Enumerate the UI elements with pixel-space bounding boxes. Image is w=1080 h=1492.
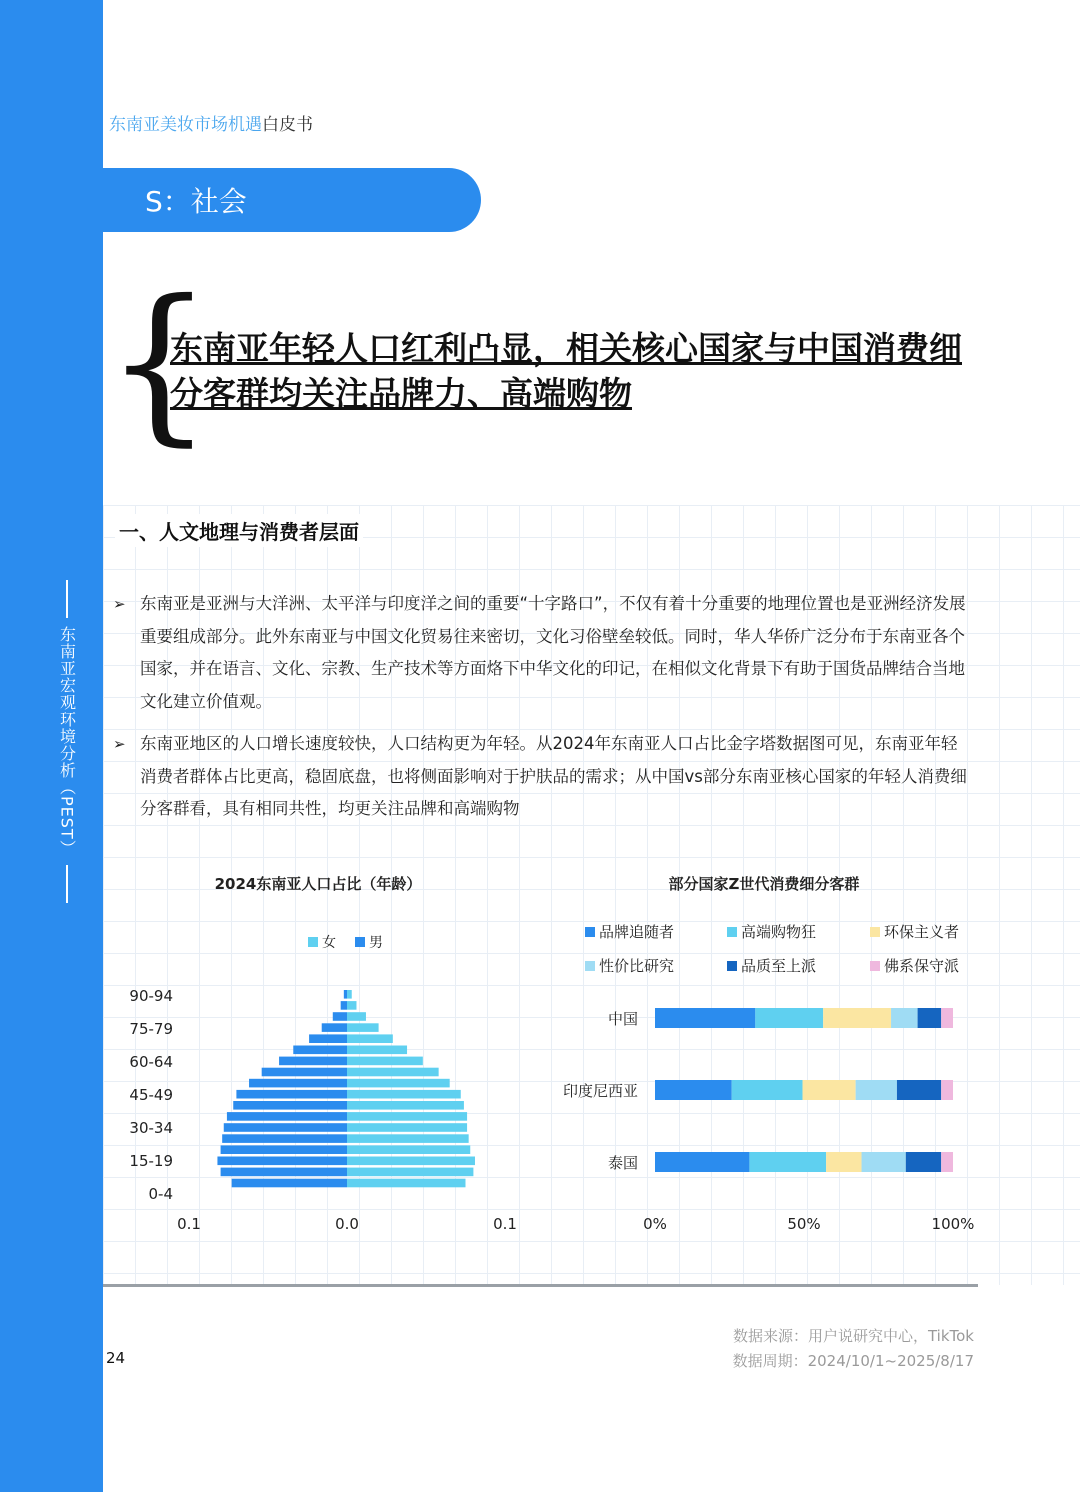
pyramid-bar-female [347, 1123, 467, 1132]
legend-label: 品质至上派 [741, 957, 817, 975]
vertical-divider-bottom [66, 865, 68, 903]
legend-swatch-female [308, 937, 318, 947]
y-tick-label: 45-49 [129, 1086, 173, 1104]
data-period-line: 数据周期：2024/10/1~2025/8/17 [732, 1352, 974, 1370]
pyramid-bar-female [347, 1112, 467, 1121]
segment-bar [732, 1080, 803, 1100]
pyramid-bar-male [221, 1168, 347, 1177]
pyramid-title: 2024东南亚人口占比（年龄） [214, 875, 422, 893]
legend-label-male: 男 [369, 935, 383, 951]
pyramid-bar-male [293, 1046, 347, 1055]
pyramid-bar-male [309, 1034, 347, 1043]
segment-bar [941, 1008, 953, 1028]
pyramid-bar-female [347, 1168, 473, 1177]
pyramid-bar-male [322, 1023, 347, 1032]
vertical-divider-top [66, 580, 68, 618]
x-tick-label: 0.1 [177, 1215, 201, 1233]
sub-heading: 一、人文地理与消费者层面 [115, 514, 363, 547]
category-label: 泰国 [607, 1154, 638, 1172]
legend-label: 环保主义者 [884, 923, 960, 941]
y-tick-label: 75-79 [129, 1020, 173, 1038]
x-tick-label: 100% [931, 1215, 975, 1233]
pyramid-bar-female [347, 1001, 356, 1010]
arrow-bullet-icon: ➢ [113, 595, 126, 613]
brace-decoration: { [105, 264, 214, 462]
pyramid-bar-female [347, 1157, 475, 1166]
pyramid-bar-male [217, 1157, 347, 1166]
pyramid-bar-male [279, 1057, 347, 1066]
pyramid-bar-male [222, 1134, 347, 1143]
segment-bar [655, 1080, 732, 1100]
pyramid-bar-male [221, 1145, 347, 1154]
segment-bar [897, 1080, 941, 1100]
pyramid-bar-male [262, 1068, 347, 1077]
bullet-item [113, 728, 973, 826]
population-pyramid-chart [103, 860, 573, 1245]
pyramid-bar-male [227, 1112, 347, 1121]
y-tick-label: 15-19 [129, 1152, 173, 1170]
segment-bar [862, 1152, 906, 1172]
x-tick-label: 0.0 [335, 1215, 359, 1233]
document-title [109, 110, 313, 135]
bottom-divider [103, 1284, 978, 1287]
page-number: 24 [106, 1349, 126, 1367]
segment-bar [856, 1080, 897, 1100]
legend-swatch [585, 927, 595, 937]
pyramid-bar-male [236, 1090, 347, 1099]
legend-swatch [870, 961, 880, 971]
y-tick-label: 60-64 [129, 1053, 173, 1071]
section-banner [103, 168, 481, 232]
legend-swatch [585, 961, 595, 971]
legend-label: 高端购物狂 [741, 923, 817, 941]
x-tick-label: 50% [787, 1215, 821, 1233]
segment-bar [891, 1008, 918, 1028]
pyramid-bar-male [333, 1012, 347, 1021]
segments-title: 部分国家Z世代消费细分客群 [668, 875, 860, 893]
data-source [733, 1324, 974, 1374]
category-label: 印度尼西亚 [562, 1082, 638, 1100]
segment-bar [941, 1080, 953, 1100]
segment-bar [749, 1152, 826, 1172]
headline: 东南亚年轻人口红利凸显，相关核心国家与中国消费细分客群均关注品牌力、高端购物 [170, 329, 962, 413]
pyramid-bar-female [347, 1046, 407, 1055]
legend-label: 性价比研究 [599, 957, 675, 975]
vertical-label [52, 580, 82, 903]
sidebar [0, 0, 103, 1492]
segment-bar [918, 1008, 942, 1028]
segment-bar [906, 1152, 941, 1172]
pyramid-bar-female [347, 1101, 464, 1110]
pyramid-bar-female [347, 1145, 470, 1154]
segment-bar [826, 1152, 861, 1172]
legend-swatch [870, 927, 880, 937]
pyramid-bar-female [347, 1068, 439, 1077]
document-title-blue: 东南亚美妆市场机遇 [109, 115, 262, 135]
pyramid-bar-female [347, 990, 352, 999]
x-tick-label: 0% [643, 1215, 667, 1233]
x-tick-label: 0.1 [493, 1215, 517, 1233]
bullet-text: 东南亚地区的人口增长速度较快，人口结构更为年轻。从2024年东南亚人口占比金字塔数据图可见，东南亚年轻消费者群体占比更高，稳固底盘，也将侧面影响对于护肤品的需求；从中国vs部分东南亚核心国家的年轻人消费细分客群看，具有相同共性，均更关注品牌和高端购物 [140, 734, 967, 818]
segment-bar [941, 1152, 953, 1172]
bullet-text: 东南亚是亚洲与大洋洲、太平洋与印度洋之间的重要“十字路口”，不仅有着十分重要的地理位置也是亚洲经济发展重要组成部分。此外东南亚与中国文化贸易往来密切，文化习俗壁垒较低。同时，华人华侨广泛分布于东南亚各个国家，并在语言、文化、宗教、生产技术等方面烙下中华文化的印记，在相似文化背景下有助于国货品牌结合当地文化建立价值观。 [140, 594, 966, 711]
segment-bar [755, 1008, 823, 1028]
legend-swatch-male [355, 937, 365, 947]
legend-label-female: 女 [322, 935, 336, 951]
legend-label: 品牌追随者 [599, 923, 675, 941]
pyramid-bar-female [347, 1079, 450, 1088]
gen-z-segments-chart [550, 860, 990, 1245]
arrow-bullet-icon: ➢ [113, 735, 126, 753]
vertical-section-text: 东南亚宏观环境分析（PEST） [57, 626, 77, 857]
segment-bar [803, 1080, 856, 1100]
legend-swatch [727, 961, 737, 971]
pyramid-bar-male [344, 990, 347, 999]
legend-label: 佛系保守派 [884, 957, 960, 975]
pyramid-bar-female [347, 1134, 469, 1143]
pyramid-bar-male [249, 1079, 347, 1088]
pyramid-bar-female [347, 1012, 366, 1021]
pyramid-bar-female [347, 1179, 466, 1188]
category-label: 中国 [607, 1010, 638, 1028]
pyramid-bar-male [341, 1001, 347, 1010]
pyramid-bar-female [347, 1057, 423, 1066]
pyramid-bar-male [233, 1101, 347, 1110]
data-source-line: 数据来源：用户说研究中心，TikTok [732, 1327, 974, 1345]
y-tick-label: 0-4 [148, 1185, 173, 1203]
section-label: S：社会 [145, 185, 247, 218]
y-tick-label: 30-34 [129, 1119, 173, 1137]
segment-bar [655, 1008, 755, 1028]
pyramid-bar-female [347, 1034, 393, 1043]
pyramid-bar-male [224, 1123, 347, 1132]
legend-swatch [727, 927, 737, 937]
pyramid-bar-female [347, 1023, 379, 1032]
bullet-item [113, 588, 973, 718]
bullet-list [113, 588, 973, 836]
y-tick-label: 90-94 [129, 987, 173, 1005]
pyramid-bar-male [232, 1179, 347, 1188]
segment-bar [823, 1008, 891, 1028]
segment-bar [655, 1152, 749, 1172]
pyramid-bar-female [347, 1090, 461, 1099]
document-title-black: 白皮书 [262, 115, 313, 135]
